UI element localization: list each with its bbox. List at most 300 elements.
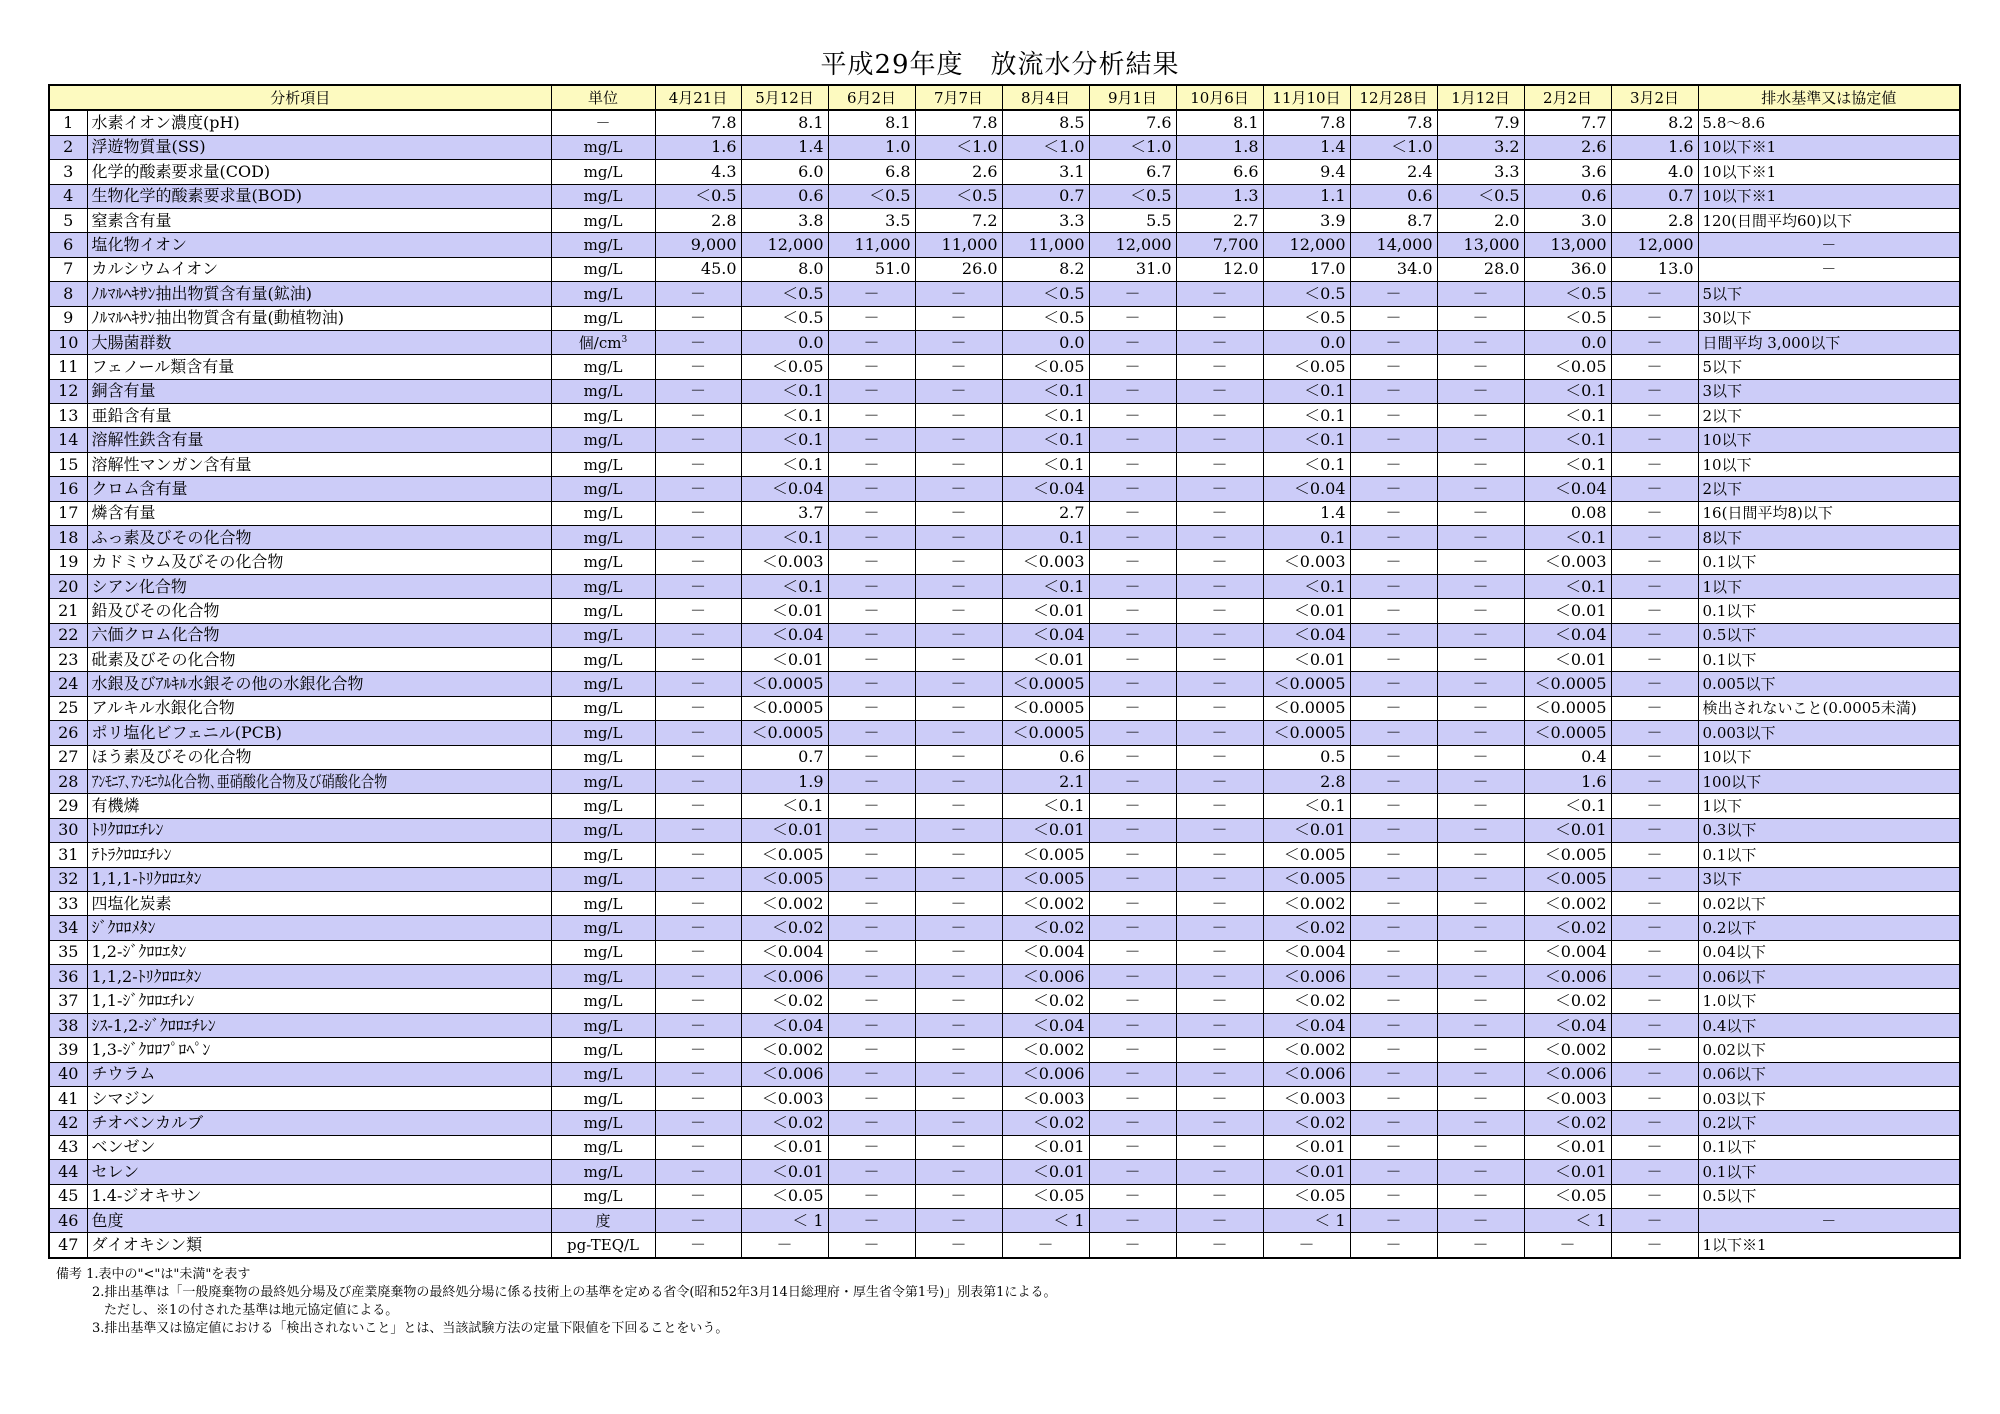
value-cell: － [915, 550, 1002, 574]
value-cell: － [1176, 1038, 1263, 1062]
row-number: 34 [49, 916, 87, 940]
table-row [49, 501, 1960, 525]
value-cell: ＜0.1 [1524, 526, 1611, 550]
value-cell: 3.9 [1263, 208, 1350, 232]
header-date: 2月2日 [1524, 85, 1611, 110]
value-cell: － [1350, 1160, 1437, 1184]
standard-cell: 10以下 [1698, 745, 1960, 769]
value-cell: － [655, 428, 741, 452]
value-cell: － [915, 599, 1002, 623]
value-cell: － [1611, 452, 1698, 476]
value-cell: － [1176, 672, 1263, 696]
unit-cell: mg/L [551, 184, 655, 208]
value-cell: － [915, 721, 1002, 745]
unit-cell: mg/L [551, 647, 655, 671]
value-cell: 1.6 [1611, 135, 1698, 159]
value-cell: 0.5 [1263, 745, 1350, 769]
value-cell: － [1176, 843, 1263, 867]
value-cell: ＜0.0005 [1524, 721, 1611, 745]
value-cell: － [1350, 843, 1437, 867]
value-cell: ＜0.0005 [1002, 672, 1089, 696]
value-cell: 0.6 [741, 184, 828, 208]
unit-cell: mg/L [551, 1184, 655, 1208]
value-cell: － [655, 1233, 741, 1258]
value-cell: － [915, 1062, 1002, 1086]
value-cell: － [915, 989, 1002, 1013]
value-cell: ＜0.01 [1524, 1135, 1611, 1159]
value-cell: － [1176, 721, 1263, 745]
value-cell: ＜0.01 [741, 647, 828, 671]
value-cell: － [1437, 843, 1524, 867]
unit-cell: mg/L [551, 1087, 655, 1111]
value-cell: － [1350, 940, 1437, 964]
value-cell: － [1350, 769, 1437, 793]
item-name-cell [87, 1135, 551, 1159]
value-cell: 1.6 [1524, 769, 1611, 793]
item-name: 水銀及びｱﾙｷﾙ水銀その他の水銀化合物 [91, 674, 364, 694]
value-cell: ＜0.5 [915, 184, 1002, 208]
item-name-cell [87, 477, 551, 501]
standard-cell: 8以下 [1698, 526, 1960, 550]
value-cell: － [1437, 1233, 1524, 1258]
value-cell: － [1089, 550, 1176, 574]
value-cell: 0.0 [1002, 330, 1089, 354]
value-cell: － [655, 379, 741, 403]
unit-cell: mg/L [551, 769, 655, 793]
value-cell: － [1350, 672, 1437, 696]
value-cell: － [1350, 1087, 1437, 1111]
unit-cell: mg/L [551, 257, 655, 281]
value-cell: － [1437, 916, 1524, 940]
value-cell: － [1176, 599, 1263, 623]
value-cell: － [1089, 330, 1176, 354]
value-cell: 14,000 [1350, 233, 1437, 257]
value-cell: ＜0.0005 [1524, 672, 1611, 696]
value-cell: － [915, 794, 1002, 818]
value-cell: 0.0 [1263, 330, 1350, 354]
item-name: ﾉﾙﾏﾙﾍｷｻﾝ抽出物質含有量(鉱油) [91, 283, 312, 303]
value-cell: － [655, 623, 741, 647]
value-cell: 12,000 [741, 233, 828, 257]
value-cell: － [1437, 940, 1524, 964]
table-row [49, 404, 1960, 428]
row-number: 10 [49, 330, 87, 354]
row-number: 19 [49, 550, 87, 574]
value-cell: － [1350, 965, 1437, 989]
item-name: 1,1-ｼﾞｸﾛﾛｴﾁﾚﾝ [91, 991, 195, 1011]
row-number: 14 [49, 428, 87, 452]
value-cell: ＜0.003 [1263, 1087, 1350, 1111]
item-name: 燐含有量 [91, 503, 156, 523]
table-row [49, 184, 1960, 208]
value-cell: － [1437, 379, 1524, 403]
value-cell: ＜0.01 [1002, 1135, 1089, 1159]
value-cell: 9.4 [1263, 160, 1350, 184]
value-cell: ＜0.01 [1263, 599, 1350, 623]
value-cell: － [828, 1087, 915, 1111]
value-cell: 7.6 [1089, 110, 1176, 135]
value-cell: － [1611, 477, 1698, 501]
value-cell: ＜0.01 [1263, 818, 1350, 842]
header-item: 分析項目 [49, 85, 551, 110]
value-cell: － [915, 647, 1002, 671]
value-cell: － [1089, 1013, 1176, 1037]
value-cell: ＜0.006 [1002, 1062, 1089, 1086]
table-row [49, 647, 1960, 671]
row-number: 25 [49, 696, 87, 720]
value-cell: ＜0.1 [741, 379, 828, 403]
analysis-results-table [48, 84, 1961, 1259]
value-cell: 45.0 [655, 257, 741, 281]
value-cell: 3.7 [741, 501, 828, 525]
value-cell: 5.5 [1089, 208, 1176, 232]
value-cell: ＜0.02 [741, 1111, 828, 1135]
value-cell: － [655, 1208, 741, 1232]
value-cell: ＜0.05 [1263, 355, 1350, 379]
value-cell: ＜0.01 [741, 1160, 828, 1184]
value-cell: － [1350, 330, 1437, 354]
value-cell: ＜0.003 [1263, 550, 1350, 574]
table-row [49, 428, 1960, 452]
table-row [49, 916, 1960, 940]
value-cell: － [915, 355, 1002, 379]
value-cell: ＜1.0 [1002, 135, 1089, 159]
value-cell: － [1089, 745, 1176, 769]
value-cell: ＜0.04 [1524, 477, 1611, 501]
value-cell: － [1611, 623, 1698, 647]
value-cell: 6.0 [741, 160, 828, 184]
value-cell: － [655, 1013, 741, 1037]
item-name-cell [87, 794, 551, 818]
unit-cell: mg/L [551, 916, 655, 940]
row-number: 39 [49, 1038, 87, 1062]
header-date: 7月7日 [915, 85, 1002, 110]
item-name-cell [87, 672, 551, 696]
value-cell: ＜0.0005 [1263, 721, 1350, 745]
standard-cell: 0.02以下 [1698, 891, 1960, 915]
value-cell: － [1611, 1184, 1698, 1208]
value-cell: ＜1.0 [1089, 135, 1176, 159]
row-number: 36 [49, 965, 87, 989]
value-cell: － [1176, 1062, 1263, 1086]
value-cell: － [828, 1233, 915, 1258]
item-name-cell [87, 526, 551, 550]
table-row [49, 769, 1960, 793]
value-cell: ＜0.01 [1524, 1160, 1611, 1184]
standard-cell: － [1698, 257, 1960, 281]
header-date: 4月21日 [655, 85, 741, 110]
value-cell: － [1176, 867, 1263, 891]
unit-cell: mg/L [551, 574, 655, 598]
value-cell: 8.1 [1176, 110, 1263, 135]
value-cell: － [915, 1160, 1002, 1184]
value-cell: ＜0.04 [1002, 477, 1089, 501]
value-cell: － [1350, 794, 1437, 818]
table-body [49, 110, 1960, 1257]
value-cell: 17.0 [1263, 257, 1350, 281]
value-cell: 7.9 [1437, 110, 1524, 135]
value-cell: 8.2 [1002, 257, 1089, 281]
item-name: 水素イオン濃度(pH) [91, 113, 240, 133]
table-row [49, 379, 1960, 403]
value-cell: － [1089, 940, 1176, 964]
value-cell: － [1089, 843, 1176, 867]
row-number: 45 [49, 1184, 87, 1208]
value-cell: 1.4 [1263, 135, 1350, 159]
value-cell: － [1350, 452, 1437, 476]
standard-cell: 0.3以下 [1698, 818, 1960, 842]
standard-cell: 2以下 [1698, 477, 1960, 501]
value-cell: － [1176, 1135, 1263, 1159]
value-cell: － [915, 916, 1002, 940]
row-number: 40 [49, 1062, 87, 1086]
value-cell: 8.2 [1611, 110, 1698, 135]
value-cell: － [1611, 1233, 1698, 1258]
value-cell: 7,700 [1176, 233, 1263, 257]
value-cell: － [1176, 404, 1263, 428]
value-cell: － [828, 696, 915, 720]
value-cell: － [915, 1233, 1002, 1258]
value-cell: － [1176, 501, 1263, 525]
standard-cell: 0.2以下 [1698, 1111, 1960, 1135]
value-cell: ＜0.003 [1002, 1087, 1089, 1111]
value-cell: － [655, 940, 741, 964]
value-cell: 2.7 [1176, 208, 1263, 232]
value-cell: 1.4 [741, 135, 828, 159]
value-cell: － [1350, 477, 1437, 501]
value-cell: － [1437, 1160, 1524, 1184]
value-cell: ＜0.04 [1524, 623, 1611, 647]
value-cell: － [828, 818, 915, 842]
value-cell: － [915, 526, 1002, 550]
value-cell: ＜0.05 [1002, 1184, 1089, 1208]
value-cell: ＜0.0005 [1002, 721, 1089, 745]
value-cell: ＜0.02 [1002, 916, 1089, 940]
value-cell: 13,000 [1524, 233, 1611, 257]
table-row [49, 233, 1960, 257]
standard-cell: 0.1以下 [1698, 1160, 1960, 1184]
value-cell: － [915, 672, 1002, 696]
value-cell: 2.6 [915, 160, 1002, 184]
standard-cell: 0.1以下 [1698, 1135, 1960, 1159]
item-name: 砒素及びその化合物 [91, 649, 236, 669]
value-cell: ＜0.04 [741, 1013, 828, 1037]
value-cell: ＜0.0005 [741, 672, 828, 696]
value-cell: ＜0.1 [741, 452, 828, 476]
value-cell: ＜0.01 [1524, 818, 1611, 842]
value-cell: － [655, 1160, 741, 1184]
value-cell: ＜0.5 [1524, 282, 1611, 306]
item-name: シマジン [91, 1088, 156, 1108]
item-name: ｱﾝﾓﾆｱ､ｱﾝﾓﾆｳﾑ化合物､亜硝酸化合物及び硝酸化合物 [91, 771, 387, 791]
value-cell: － [915, 940, 1002, 964]
item-name-cell [87, 1038, 551, 1062]
table-header-row [49, 85, 1960, 110]
standard-cell: 2以下 [1698, 404, 1960, 428]
header-date: 5月12日 [741, 85, 828, 110]
value-cell: ＜0.1 [1002, 428, 1089, 452]
standard-cell: 10以下※1 [1698, 160, 1960, 184]
value-cell: － [915, 843, 1002, 867]
value-cell: 12,000 [1089, 233, 1176, 257]
value-cell: ＜1.0 [915, 135, 1002, 159]
item-name: ﾃﾄﾗｸﾛﾛｴﾁﾚﾝ [91, 844, 172, 864]
value-cell: － [1350, 647, 1437, 671]
value-cell: － [1176, 550, 1263, 574]
item-name-cell [87, 257, 551, 281]
value-cell: － [1611, 965, 1698, 989]
value-cell: － [1350, 1013, 1437, 1037]
value-cell: ＜0.1 [1524, 574, 1611, 598]
row-number: 47 [49, 1233, 87, 1258]
value-cell: ＜0.04 [741, 623, 828, 647]
item-name: 浮遊物質量(SS) [91, 137, 206, 157]
value-cell: ＜0.02 [741, 989, 828, 1013]
value-cell: － [828, 1184, 915, 1208]
item-name: クロム含有量 [91, 478, 188, 498]
value-cell: － [1002, 1233, 1089, 1258]
value-cell: － [1350, 1038, 1437, 1062]
item-name: ほう素及びその化合物 [91, 747, 252, 767]
standard-cell: 3以下 [1698, 867, 1960, 891]
value-cell: － [1089, 477, 1176, 501]
value-cell: － [828, 1013, 915, 1037]
value-cell: － [1263, 1233, 1350, 1258]
table-row [49, 965, 1960, 989]
value-cell: 6.7 [1089, 160, 1176, 184]
value-cell: － [1437, 1038, 1524, 1062]
value-cell: － [1089, 1160, 1176, 1184]
value-cell: － [828, 843, 915, 867]
value-cell: ＜0.1 [1002, 794, 1089, 818]
value-cell: ＜0.02 [741, 916, 828, 940]
header-date: 9月1日 [1089, 85, 1176, 110]
table-row [49, 110, 1960, 135]
value-cell: 34.0 [1350, 257, 1437, 281]
value-cell: 11,000 [828, 233, 915, 257]
value-cell: － [828, 526, 915, 550]
value-cell: 1.0 [828, 135, 915, 159]
unit-cell: mg/L [551, 891, 655, 915]
value-cell: ＜ 1 [1002, 1208, 1089, 1232]
value-cell: － [915, 1208, 1002, 1232]
value-cell: ＜0.01 [1524, 599, 1611, 623]
row-number: 41 [49, 1087, 87, 1111]
row-number: 9 [49, 306, 87, 330]
item-name-cell [87, 501, 551, 525]
value-cell: － [1437, 769, 1524, 793]
value-cell: ＜ 1 [1263, 1208, 1350, 1232]
value-cell: － [1176, 282, 1263, 306]
value-cell: － [1611, 404, 1698, 428]
value-cell: 12.0 [1176, 257, 1263, 281]
item-name-cell [87, 696, 551, 720]
value-cell: － [1089, 526, 1176, 550]
unit-cell: mg/L [551, 282, 655, 306]
row-number: 38 [49, 1013, 87, 1037]
item-name-cell [87, 721, 551, 745]
standard-cell: 0.1以下 [1698, 843, 1960, 867]
unit-cell: mg/L [551, 135, 655, 159]
value-cell: － [915, 306, 1002, 330]
value-cell: － [1437, 599, 1524, 623]
item-name: カドミウム及びその化合物 [91, 552, 284, 572]
value-cell: ＜0.01 [1263, 647, 1350, 671]
value-cell: － [655, 1038, 741, 1062]
item-name: ベンゼン [91, 1137, 156, 1157]
table-row [49, 696, 1960, 720]
value-cell: － [915, 404, 1002, 428]
value-cell: 2.0 [1437, 208, 1524, 232]
value-cell: ＜0.01 [1002, 599, 1089, 623]
value-cell: ＜0.5 [828, 184, 915, 208]
value-cell: ＜0.1 [1263, 574, 1350, 598]
item-name: ポリ塩化ビフェニル(PCB) [91, 722, 282, 742]
value-cell: ＜0.0005 [741, 721, 828, 745]
value-cell: 7.7 [1524, 110, 1611, 135]
value-cell: 1.3 [1176, 184, 1263, 208]
value-cell: 3.8 [741, 208, 828, 232]
value-cell: － [1437, 818, 1524, 842]
unit-cell: mg/L [551, 696, 655, 720]
value-cell: － [1089, 1087, 1176, 1111]
value-cell: 28.0 [1437, 257, 1524, 281]
value-cell: ＜0.0005 [741, 696, 828, 720]
value-cell: 2.8 [655, 208, 741, 232]
item-name-cell [87, 1087, 551, 1111]
value-cell: 3.5 [828, 208, 915, 232]
value-cell: － [915, 1087, 1002, 1111]
value-cell: － [1437, 355, 1524, 379]
value-cell: － [915, 696, 1002, 720]
value-cell: ＜0.04 [741, 477, 828, 501]
value-cell: ＜0.002 [1263, 1038, 1350, 1062]
value-cell: － [1350, 696, 1437, 720]
item-name-cell [87, 1233, 551, 1258]
row-number: 2 [49, 135, 87, 159]
value-cell: － [655, 452, 741, 476]
value-cell: ＜0.005 [1002, 867, 1089, 891]
value-cell: － [1089, 1208, 1176, 1232]
value-cell: － [828, 891, 915, 915]
item-name-cell [87, 282, 551, 306]
value-cell: － [1350, 282, 1437, 306]
value-cell: ＜0.1 [1002, 404, 1089, 428]
value-cell: － [655, 477, 741, 501]
value-cell: － [1350, 574, 1437, 598]
value-cell: － [1611, 647, 1698, 671]
value-cell: ＜0.004 [1263, 940, 1350, 964]
value-cell: 7.2 [915, 208, 1002, 232]
standard-cell: 1以下 [1698, 794, 1960, 818]
value-cell: － [655, 672, 741, 696]
value-cell: － [1611, 818, 1698, 842]
value-cell: － [1089, 1135, 1176, 1159]
value-cell: － [828, 1160, 915, 1184]
item-name-cell [87, 135, 551, 159]
value-cell: 0.0 [1524, 330, 1611, 354]
value-cell: － [1437, 330, 1524, 354]
value-cell: － [915, 1111, 1002, 1135]
value-cell: － [1437, 867, 1524, 891]
item-name-cell [87, 965, 551, 989]
standard-cell: 0.005以下 [1698, 672, 1960, 696]
value-cell: － [1611, 1087, 1698, 1111]
value-cell: － [1176, 769, 1263, 793]
value-cell: ＜0.05 [1263, 1184, 1350, 1208]
value-cell: － [655, 769, 741, 793]
value-cell: － [655, 647, 741, 671]
